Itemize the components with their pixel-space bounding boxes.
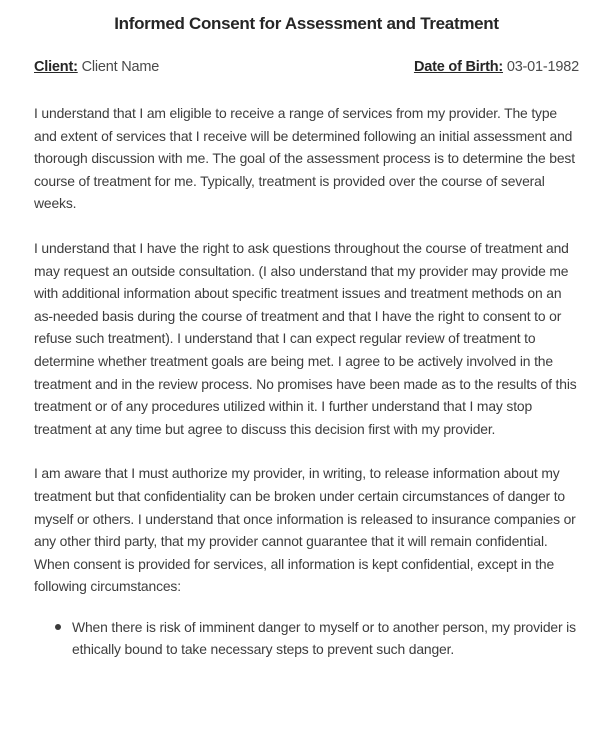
paragraph-rights: I understand that I have the right to ask questions throughout the course of treatment and may request an outside consultation. (I also understand that my provider may provide me with additional information about specific treatment issues and treatment methods on an as-needed basis during the course of treatment and that I have the right to consent to or refuse such treatment). I understand that I can expect regular review of treatment to determine whether treatment goals are being met. I agree to be actively involved in the treatment and in the review process. No promises have been made as to the results of this treatment or of any procedures utilized within it. I further understand that I may stop treatment at any time but agree to discuss this decision first with my provider. [34,239,577,437]
paragraph-eligibility: I understand that I am eligible to receive a range of services from my provider. The type and extent of services that I receive will be determined following an initial assessment and thorough discussion with me. The goal of the assessment process is to determine the best course of treatment for me. Typically, treatment is provided over the course of several weeks. [34,105,575,212]
dob-value: 03-01-1982 [506,59,579,75]
list-item-text: When there is risk of imminent danger to myself or to another person, my provider is ethically bound to take necessary steps to prevent such danger. [72,618,576,658]
paragraph-confidentiality: I am aware that I must authorize my provider, in writing, to release information about my treatment but that confidentiality can be broken under certain circumstances of danger to myself or others. I understand that once information is released to insurance companies or any other third party, that my provider cannot guarantee that it will remain confidential. When consent is provided for services, all information is kept confidential, except in the following circumstances: [34,465,576,595]
client-info-row [34,57,579,77]
client-label: Client: [34,59,78,75]
dob-label: Date of Birth: [413,59,503,75]
client-field [34,57,159,77]
document-title: Informed Consent for Assessment and Treatment [114,14,499,33]
client-value: Client Name [81,59,160,75]
list-item [72,616,579,661]
bullet-icon [55,624,61,630]
exceptions-list [34,616,579,661]
dob-field [414,57,579,77]
